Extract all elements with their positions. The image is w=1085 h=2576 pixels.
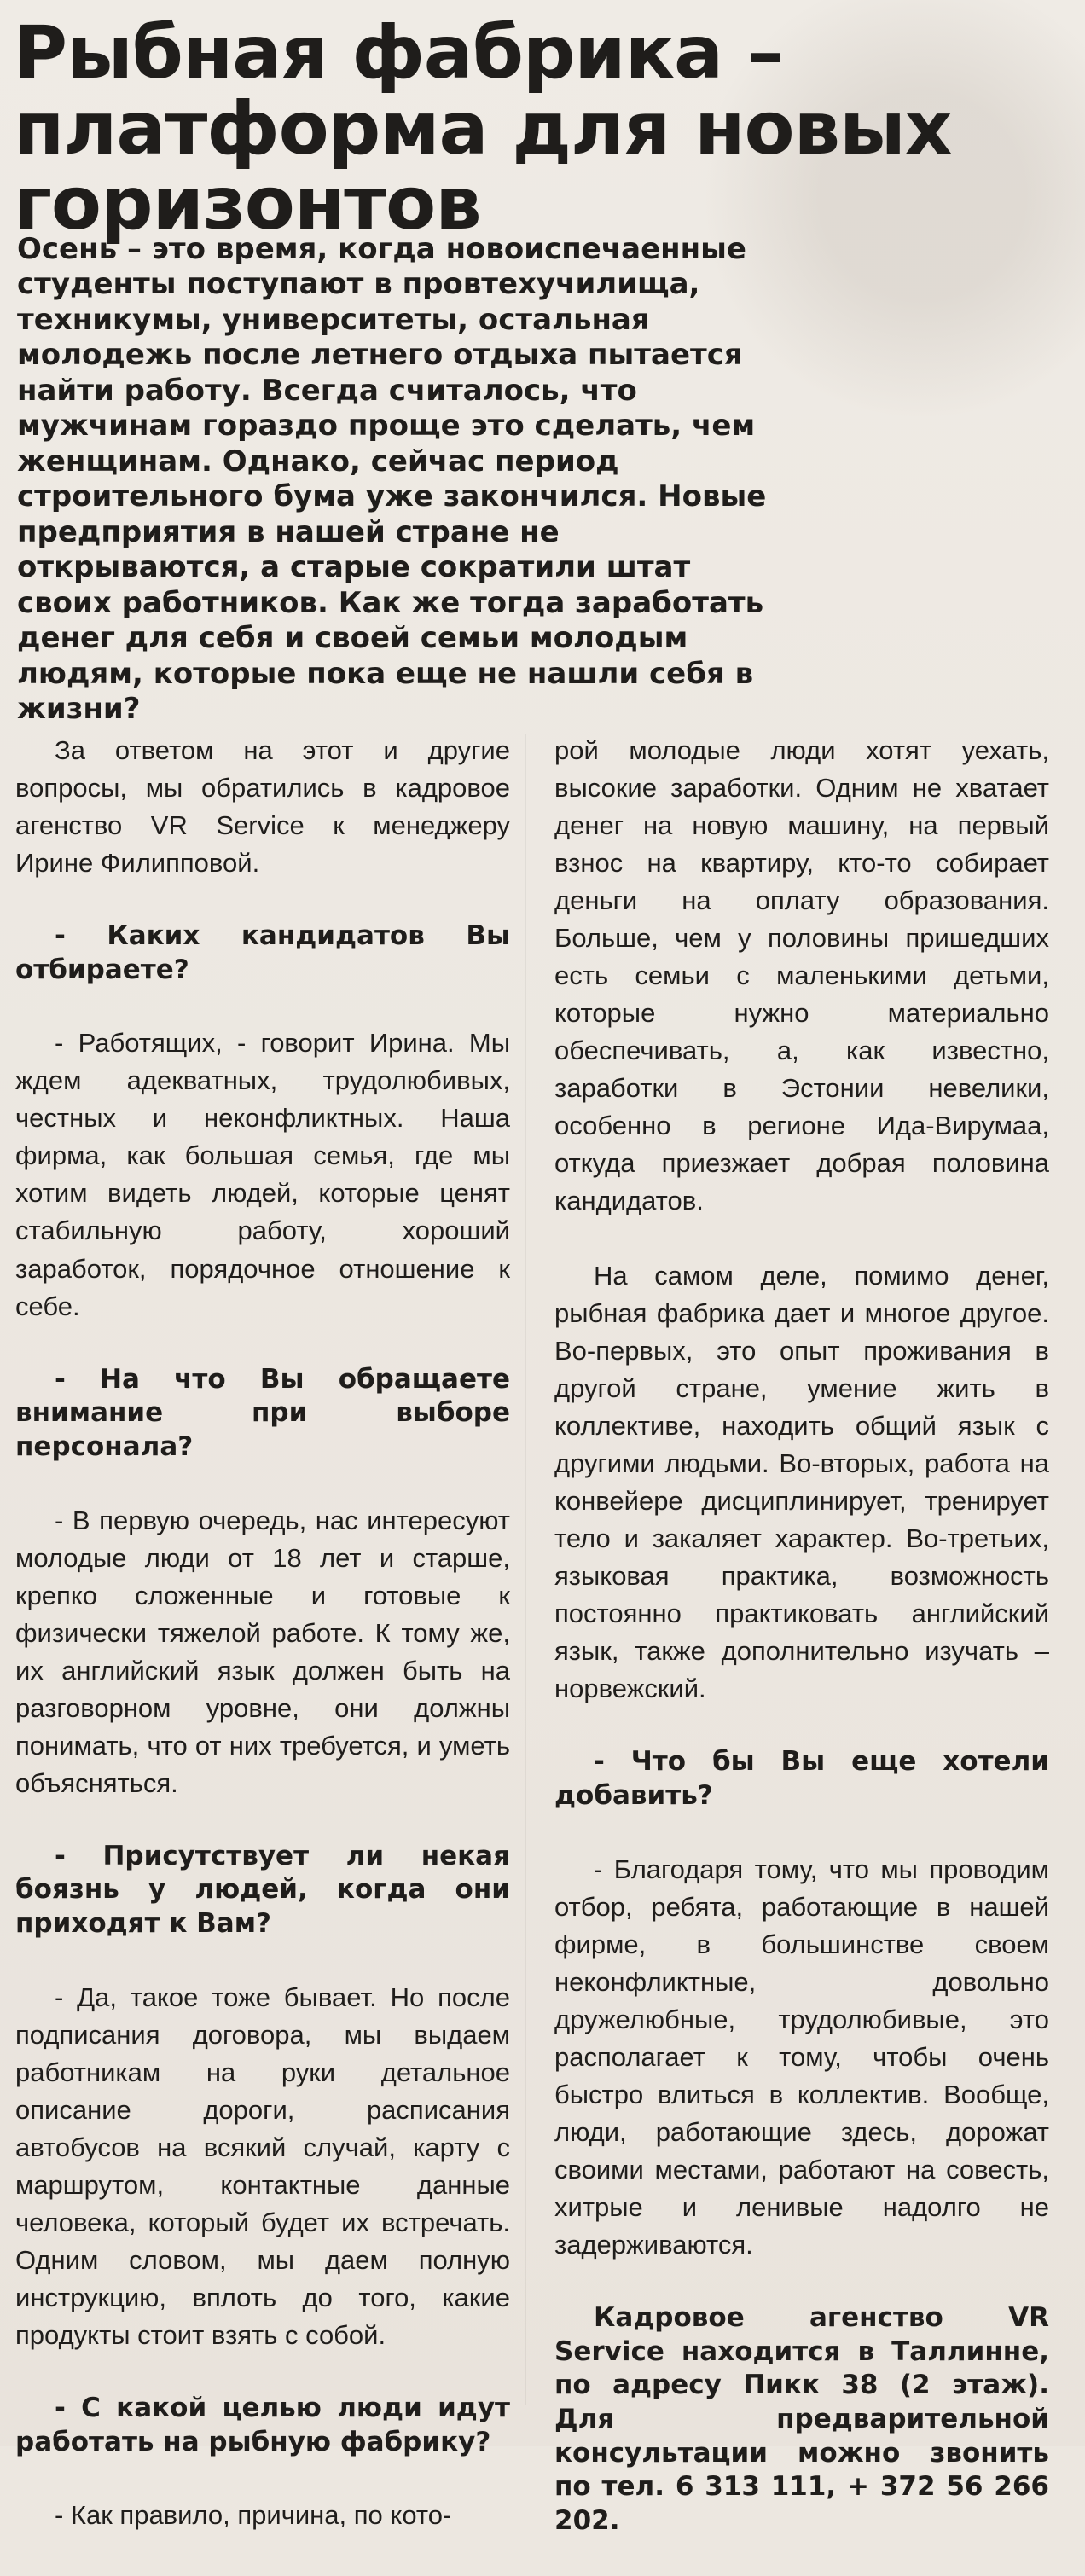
article-title [14, 10, 1071, 247]
right-paragraph-2: На самом деле, помимо денег, рыбная фабрика дает и многое другое. Во-первых, это опыт проживания в другой стране, умение жить в коллективе, находить общий язык с другими людьми. Во-вторых, работа на конвейере дисциплинирует, тренирует тело и закаляет характер. Во-третьих, языковая практика, возможность постоянно практиковать английский язык, также дополнительно изучать – норвежский. [554, 1261, 1049, 1704]
left-column [15, 732, 510, 2572]
left-paragraph-3: - В первую очередь, нас интересуют молодые люди от 18 лет и старше, крепко сложенные и готовые к физически тяжелой работе. К тому же, их английский язык должен быть на разговорном уровне, они должны понимать, что от них требуется, и уметь объясняться. [15, 1505, 510, 1798]
contact-info: Кадровое агенство VR Service находится в Таллинне, по адресу Пикк 38 (2 этаж). Для предварительной консультации можно звонить по тел. 6 313 111, + 372 56 266 202. [554, 2301, 1049, 2536]
left-paragraph-5: - Как правило, причина, по кото- [55, 2500, 452, 2531]
left-paragraph-1: За ответом на этот и другие вопросы, мы обратились в кадровое агенство VR Service к менеджеру Ирине Филипповой. [15, 735, 510, 879]
question-3: - Присутствует ли некая боязнь у людей, когда они приходят к Вам? [15, 1840, 510, 1940]
question-2: - На что Вы обращаете внимание при выборе персонала? [15, 1363, 510, 1462]
column-gap [525, 734, 526, 2405]
question-5: - Что бы Вы еще хотели добавить? [554, 1746, 1049, 1812]
question-4: - С какой целью люди идут работать на рыбную фабрику? [15, 2392, 510, 2457]
left-paragraph-2: - Работящих, - говорит Ирина. Мы ждем адекватных, трудолюбивых, честных и неконфликтных. Наша фирма, как большая семья, где мы хотим видеть людей, которые ценят стабильную работу, хороший заработок, порядочное отношение к себе. [15, 1028, 510, 1321]
question-1: - Каких кандидатов Вы отбираете? [15, 920, 510, 985]
right-paragraph-1: рой молодые люди хотят уехать, высокие заработки. Одним не хватает денег на новую машину, на первый взнос на квартиру, кто-то собирает деньги на оплату образования. Больше, чем у половины пришедших есть семьи с маленькими детьми, которые нужно материально обеспечивать, а, как известно, заработки в Эстонии невелики, особенно в регионе Ида-Вирумаа, откуда приезжает добрая половина кандидатов. [554, 735, 1049, 1216]
right-column [554, 732, 1049, 2576]
left-paragraph-4: - Да, такое тоже бывает. Но после подписания договора, мы выдаем работникам на руки детальное описание дороги, расписания автобусов на всякий случай, карту с маршрутом, контактные данные человека, который будет их встречать. Одним словом, мы даем полную инструкцию, вплоть до того, какие продукты стоит взять с собой. [15, 1981, 510, 2350]
article-lead: Осень – это время, когда новоиспечаенные студенты поступают в провтехучилища, техникумы, университеты, остальная молодежь после летнего отдыха пытается найти работу. Всегда считалось, что мужчинам гораздо проще это сделать, чем женщинам. Однако, сейчас период строительного бума уже закончился. Новые предприятия в нашей стране не открываются, а старые сократили штат своих работников. Как же тогда заработать денег для себя и своей семьи молодым людям, которые пока еще не нашли себя в жизни? [17, 232, 767, 727]
title-line-2: платформа для новых горизонтов [14, 85, 952, 247]
title-line-1: Рыбная фабрика – [14, 10, 784, 96]
right-paragraph-3: - Благодаря тому, что мы проводим отбор, ребята, работающие в нашей фирме, в большинстве своем неконфликтные, довольно дружелюбные, трудолюбивые, это располагает к тому, чтобы очень быстро влиться в коллектив. Вообще, люди, работающие здесь, дорожат своими местами, работают на совесть, хитрые и ленивые надолго не задерживаются. [554, 1854, 1049, 2260]
